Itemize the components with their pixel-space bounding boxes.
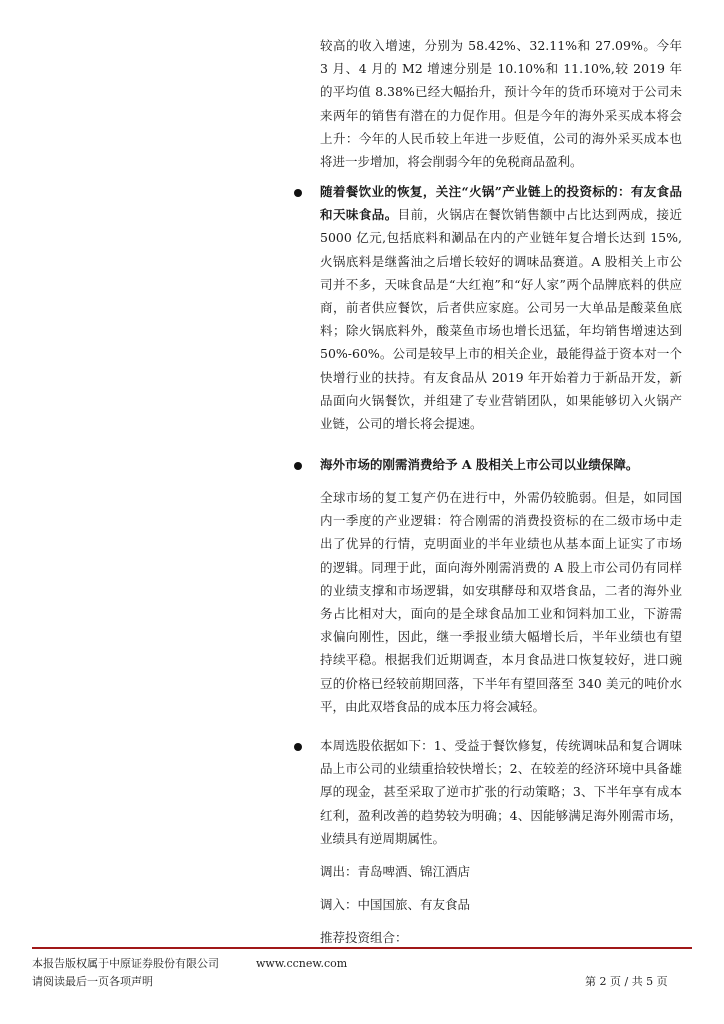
- hotpot-heading: 随着餐饮业的恢复，关注“火锅”产业链上的投资标的：有友食品和天味食品。: [320, 184, 682, 223]
- bullet-icon: [294, 743, 302, 751]
- paragraph-selection-criteria: 本周选股依据如下：1、受益于餐饮修复，传统调味品和复合调味品上市公司的业绩重拾较快增长；2、在较差的经济环境中具备雄厚的现金，甚至采取了逆市扩张的行动策略；3、下半年享有成本红利，盈利改善的趋势较为明确；4、因能够满足海外刚需市场，业绩具有逆周期属性。: [320, 738, 682, 846]
- bullet-icon: [294, 189, 302, 197]
- paragraph-overseas-demand: 全球市场的复工复产仍在进行中，外需仍较脆弱。但是，如同国内一季度的产业逻辑：符合刚需的消费投资标的在二级市场中走出了优异的行情，克明面业的半年业绩也从基本面上证实了市场的逻辑。同理于此，面向海外刚需消费的 A 股上市公司仍有同样的业绩支撑和市场逻辑，如安琪酵母和双塔食品，二者的海外业务占比相对大，面向的是全球食品加工业和饲料加工业，下游需求偏向刚性，因此，继一季报业绩大幅增长后，半年业绩也有望持续平稳。根据我们近期调查，本月食品进口恢复较好，进口豌豆的价格已经较前期回落，下半年有望回落至 340 美元的吨价水平，由此双塔食品的成本压力将会减轻。: [320, 490, 682, 714]
- heading-overseas-demand: 海外市场的刚需消费给予 A 股相关上市公司以业绩保障。: [320, 457, 639, 472]
- recommended-portfolio-label: 推荐投资组合：: [320, 930, 408, 945]
- paragraph-hotpot-chain: [320, 180, 682, 435]
- stocks-removed: 调出：青岛啤酒、锦江酒店: [320, 864, 471, 879]
- stocks-added: 调入：中国国旅、有友食品: [320, 897, 471, 912]
- hotpot-body: 目前，火锅店在餐饮销售额中占比达到两成，接近 5000 亿元,包括底料和涮品在内的产业链年复合增长达到 15%,火锅底料是继酱油之后增长较好的调味品赛道。A 股相关上市公司并不多，天味食品是“大红袍”和“好人家”两个品牌底料的供应商，前者供应餐饮，后者供应家庭。公司另一大单品是酸菜鱼底料；除火锅底料外，酸菜鱼市场也增长迅猛，年均销售增速达到 50%-60%。公司是较早上市的相关企业，最能得益于资本对一个快增行业的扶持。有友食品从 2019 年开始着力于新品开发，新品面向火锅餐饮，并组建了专业营销团队，如果能够切入火锅产业链，公司的增长将会提速。: [320, 207, 682, 432]
- bullet-icon: [294, 462, 302, 470]
- paragraph-monetary-environment: 较高的收入增速，分别为 58.42%、32.11%和 27.09%。今年 3 月、4 月的 M2 增速分别是 10.10%和 11.10%,较 2019 年的平均值 8.38%已经大幅抬升，预计今年的货币环境对于公司未来两年的销售有潜在的力促作用。但是今年的海外采买成本将会上升：今年的人民币较上年进一步贬值，公司的海外采买成本也将进一步增加，将会削弱今年的免税商品盈利。: [320, 38, 682, 170]
- footer-website-link[interactable]: www.ccnew.com: [256, 957, 348, 970]
- footer-copyright: 本报告版权属于中原证券股份有限公司: [32, 957, 219, 970]
- page-number: 第 2 页 / 共 5 页: [585, 975, 668, 988]
- footer-rule: [32, 947, 692, 949]
- footer-disclaimer: 请阅读最后一页各项声明: [32, 975, 153, 988]
